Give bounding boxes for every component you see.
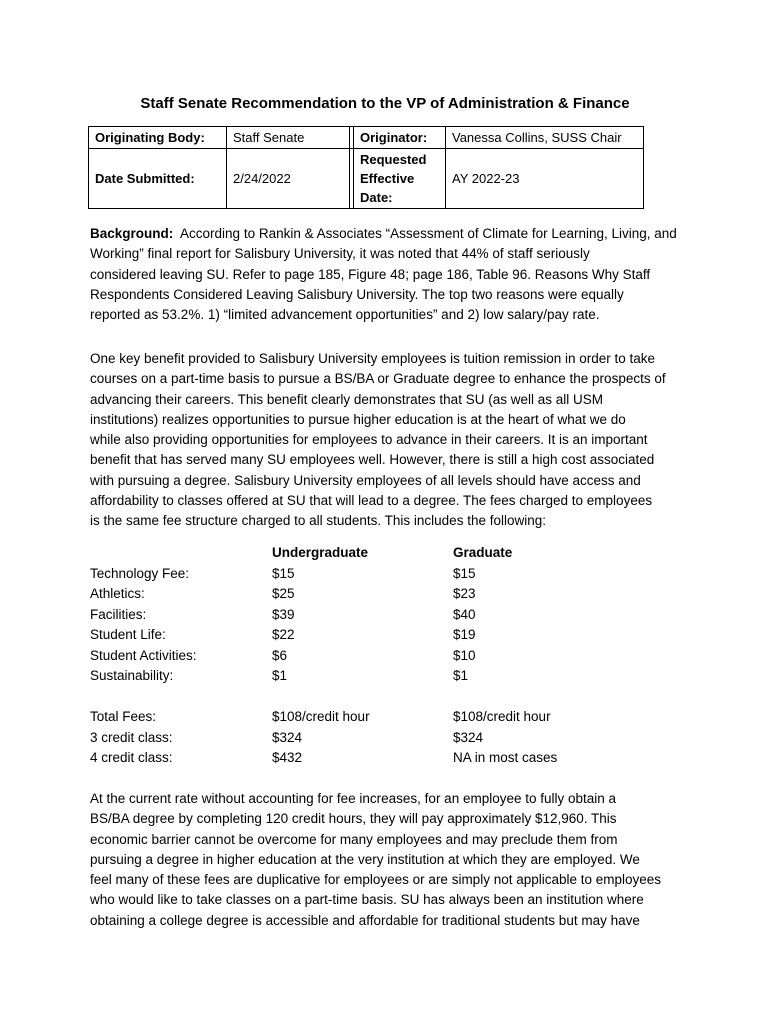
fee-graduate: $15 [453,566,476,581]
paragraph-line [90,224,690,244]
fee-graduate: $19 [453,627,476,642]
total-label: Total Fees: [90,709,157,724]
fee-label: Athletics: [90,586,145,601]
effective-date-label [354,149,446,209]
fee-label: Student Life: [90,627,166,642]
cost-barrier-paragraph [90,789,690,931]
fee-undergraduate: $25 [272,586,295,601]
date-submitted-value: 2/24/2022 [227,149,350,209]
page-title: Staff Senate Recommendation to the VP of Administration & Finance [140,95,630,112]
fee-row [90,564,690,584]
fee-row [90,625,690,645]
originator-value: Vanessa Collins, SUSS Chair [446,127,644,149]
paragraph-line: One key benefit provided to Salisbury University employees is tuition remission in order to take [90,351,656,366]
total-row [90,748,690,768]
fee-row [90,584,690,604]
total-undergraduate: $324 [272,730,303,745]
fee-undergraduate: $1 [272,668,288,683]
date-submitted-label: Date Submitted: [89,149,227,209]
total-undergraduate: $432 [272,750,303,765]
fee-label: Facilities: [90,607,147,622]
fee-row [90,605,690,625]
paragraph-line: institutions) realizes opportunities to pursue higher education is at the heart of what we do [90,411,626,427]
background-line: Working” final report for Salisbury University, it was noted that 44% of staff seriously [90,246,590,262]
total-graduate: $324 [453,730,484,745]
fee-label: Technology Fee: [90,566,190,581]
paragraph-line: with pursuing a degree. Salisbury University employees of all levels should have access and [90,472,641,488]
paragraph-line: BS/BA degree by completing 120 credit hours, they will pay approximately $12,960. This [90,811,617,827]
background-line: reported as 53.2%. 1) “limited advancement opportunities” and 2) low salary/pay rate. [90,307,600,323]
paragraph-line: feel many of these fees are duplicative for employees or are simply not applicable to employees [90,872,662,888]
effective-date-label-line: Requested [360,152,427,167]
fee-undergraduate: $6 [272,648,288,663]
tuition-remission-paragraph [90,349,690,532]
total-row [90,728,690,748]
paragraph-line: courses on a part-time basis to pursue a BS/BA or Graduate degree to enhance the prospects of [90,371,666,387]
undergraduate-header: Undergraduate [272,545,369,560]
fee-graduate: $10 [453,648,476,663]
total-label: 4 credit class: [90,750,173,765]
background-line: considered leaving SU. Refer to page 185, Figure 48; page 186, Table 96. Reasons Why Staff [90,266,651,282]
fee-label: Student Activities: [90,648,197,663]
paragraph-line: while also providing opportunities for employees to advance in their careers. It is an important [90,432,648,448]
paragraph-line: economic barrier cannot be overcome for many employees and may preclude them from [90,831,618,847]
paragraph-line: At the current rate without accounting for fee increases, for an employee to fully obtain a [90,791,617,806]
graduate-header: Graduate [453,545,513,560]
effective-date-label-line: Effective [360,171,415,186]
fee-graduate: $1 [453,668,469,683]
fees-header-row [90,543,690,563]
paragraph-line: obtaining a college degree is accessible and affordable for traditional students but may have [90,912,640,928]
paragraph-line: benefit that has served many SU employees well. However, there is still a high cost associated [90,452,655,468]
total-undergraduate: $108/credit hour [272,709,370,724]
fee-row [90,666,690,686]
originating-body-value: Staff Senate [227,127,350,149]
total-graduate: NA in most cases [453,750,558,765]
originator-label: Originator: [354,127,446,149]
fee-label: Sustainability: [90,668,174,683]
paragraph-line: affordability to classes offered at SU that will lead to a degree. The fees charged to employees [90,493,653,509]
effective-date-label-line: Date: [360,190,393,205]
paragraph-line: who would like to take classes on a part-time basis. SU has always been an institution where [90,892,644,908]
fee-undergraduate: $22 [272,627,295,642]
paragraph-line: is the same fee structure charged to all students. This includes the following: [90,513,546,529]
originating-body-label: Originating Body: [89,127,227,149]
paragraph-line: pursuing a degree in higher education at the very institution at which they are employed. We [90,851,640,867]
header-table [88,126,644,209]
background-line: According to Rankin & Associates “Assessment of Climate for Learning, Living, and [180,226,677,241]
total-row [90,707,690,727]
fee-undergraduate: $15 [272,566,295,581]
total-label: 3 credit class: [90,730,173,745]
fee-row [90,646,690,666]
background-paragraph [90,224,690,325]
background-label: Background: [90,226,174,241]
effective-date-value: AY 2022-23 [446,149,644,209]
fee-graduate: $40 [453,607,476,622]
background-line: Respondents Considered Leaving Salisbury University. The top two reasons were equally [90,286,624,302]
paragraph-line: advancing their careers. This benefit clearly demonstrates that SU (as well as all USM [90,391,603,407]
fee-graduate: $23 [453,586,476,601]
fee-undergraduate: $39 [272,607,295,622]
total-graduate: $108/credit hour [453,709,551,724]
